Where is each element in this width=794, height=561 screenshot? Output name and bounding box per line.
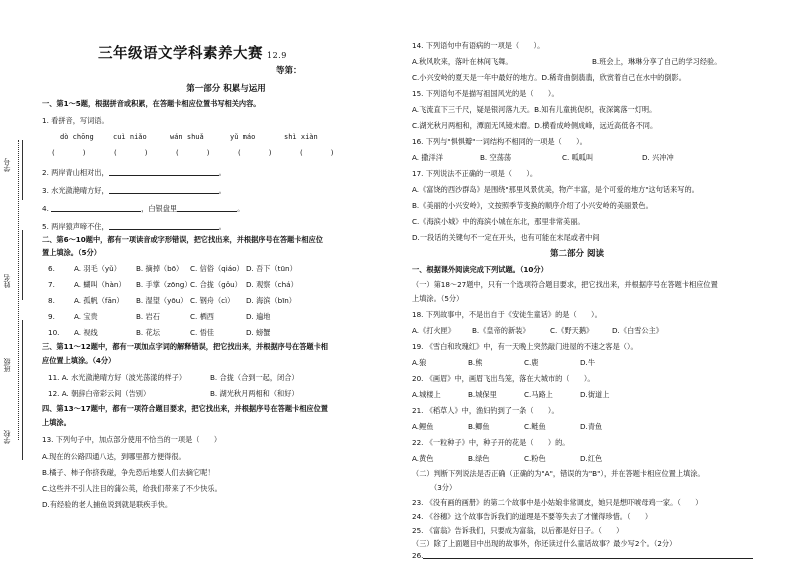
- q18-option-d: D.《白雪公主》: [612, 326, 663, 335]
- margin-field-class: 班级: [3, 358, 11, 372]
- margin-field-school: 学校: [3, 430, 11, 444]
- q11-option-a: 11. A. 水光潋滟晴方好（波光荡漾的样子）: [48, 373, 187, 382]
- answer-option: D. 遍地: [246, 312, 271, 321]
- q4-line: 4. ，白银盘里 。: [42, 203, 245, 213]
- q19-option-c: C.鹿: [524, 358, 539, 367]
- q14-option-b: B.班会上，琳琳分享了自己的学习经验。: [592, 57, 722, 66]
- q15-options-cd: C.湖光秋月两相和，潭面无风镜未磨。D.横看成岭侧成峰，远近高低各不同。: [412, 121, 658, 130]
- pinyin-4: yǔ máo: [230, 133, 256, 141]
- binding-margin: [0, 30, 36, 550]
- q18-option-b: B.《皇帝的新装》: [472, 326, 530, 335]
- answer-option: C. 悟佳: [190, 328, 214, 337]
- q3-blank[interactable]: [109, 186, 219, 194]
- margin-field-name: 姓名: [3, 274, 11, 288]
- q2-blank[interactable]: [109, 168, 219, 176]
- part2-section1-instruction-a: （一）第18～27题中，只有一个选项符合题目要求，把它找出来，并根据序号在答题卡相应位置: [412, 280, 718, 289]
- q19-prompt: 19. 《雪白和玫瑰红》中，有一天晚上突然敲门进屋的不速之客是（）。: [412, 342, 638, 351]
- answer-option: C. 钢舟（cì）: [190, 296, 235, 305]
- section4-instruction-a: 四、第13～17题中，都有一项符合题目要求，把它找出来，并根据序号在答题卡相应位置: [42, 404, 328, 413]
- q18-options: [412, 327, 663, 334]
- q4-text-b: ，白银盘里: [141, 203, 178, 213]
- answer-option: C. 合拢（gǒu）: [190, 280, 242, 289]
- question-number: 8.: [48, 296, 55, 305]
- q17-option-b: B.《美丽的小兴安岭》，文按照季节变换的顺序介绍了小兴安岭的美丽景色。: [412, 201, 653, 210]
- pinyin-2: cuì niǎo: [113, 133, 147, 141]
- q21-option-a: A.鲤鱼: [412, 422, 434, 431]
- q16-option-d: D. 兴冲冲: [642, 153, 674, 162]
- pinyin-brackets: ( ) ( ) ( ) ( ) ( ): [52, 149, 334, 157]
- pinyin-5: shì xiàn: [284, 133, 318, 141]
- answer-option: B. 岩石: [136, 312, 160, 321]
- q5-line: 5. 两岸猿声啼不住， 。: [42, 221, 226, 231]
- q26-line: [412, 552, 753, 559]
- section3-instruction-b: 应位置上填涂。（4分）: [42, 356, 116, 365]
- question-number: 9.: [48, 312, 55, 321]
- q16-option-a: A. 撒洋洋: [412, 153, 443, 162]
- q17-option-a: A.《富饶的西沙群岛》是围绕"那里风景优美，物产丰富，是个可爱的地方"这句话来写的。: [412, 185, 699, 194]
- q26-answer-blank[interactable]: [423, 553, 753, 559]
- q13-option-a: A.现在的公路四通八达，到哪里都方便得很。: [42, 452, 186, 461]
- q22-option-a: A.黄色: [412, 454, 434, 463]
- margin-line: [22, 230, 23, 300]
- part2-section1: 一、根据课外阅读完成下列试题。（10分）: [412, 265, 548, 274]
- q20-option-a: A.城楼上: [412, 390, 441, 399]
- margin-line: [22, 390, 23, 460]
- q20-prompt: 20. 《画眉》中，画眉飞出鸟笼，落在大城市的（ ）。: [412, 374, 595, 383]
- q22-option-c: C.粉色: [524, 454, 546, 463]
- q17-prompt: 17. 下列说法不正确的一项是（ ）。: [412, 169, 538, 178]
- q5-blank[interactable]: [109, 222, 219, 230]
- q21-option-c: C.鲢鱼: [524, 422, 546, 431]
- q18-option-c: C.《野天鹅》: [550, 326, 594, 335]
- q15-options-ab: A.飞流直下三千尺，疑是银河落九天。B.知有儿童挑促织，夜深篱落一灯明。: [412, 105, 657, 114]
- q19-options: [412, 359, 595, 366]
- pinyin-3: wán shuǎ: [170, 133, 204, 141]
- answer-option: C. 栖西: [190, 312, 214, 321]
- q20-option-d: D.街道上: [580, 390, 610, 399]
- part2-section2-instruction-a: （二）判断下列说法是否正确（正确的为"A"，错误的为"B"），并在答题卡相应位置上填涂。: [412, 469, 705, 478]
- q1-prompt: 1. 看拼音，写词语。: [42, 116, 109, 125]
- answer-option: A. 孤帆（fān）: [74, 296, 124, 305]
- answer-option: B. 花坛: [136, 328, 160, 337]
- q17-option-d: D.一段话的关键句不一定在开头，也有可能在末尾或者中间: [412, 233, 600, 242]
- q20-option-c: C.马路上: [524, 390, 553, 399]
- q16-option-b: B. 空荡荡: [480, 153, 512, 162]
- answer-option: D. 观察（chá）: [246, 280, 298, 289]
- section4-instruction-b: 上填涂。: [42, 418, 71, 427]
- q18-prompt: 18. 下列故事中，不是出自于《安徒生童话》的是（ ）。: [412, 310, 602, 319]
- q21-option-b: B.鲫鱼: [468, 422, 490, 431]
- q21-prompt: 21. 《稻草人》中，渔妇钓到了一条（ ）。: [412, 406, 559, 415]
- q4-blank-1[interactable]: [51, 204, 141, 212]
- q14-option-a: A.秋风吹来，落叶在林间飞舞。: [412, 57, 513, 66]
- q4-blank-2[interactable]: [177, 204, 237, 212]
- part1-heading: 第一部分 积累与运用: [186, 84, 266, 94]
- margin-line: [22, 320, 23, 390]
- section3-instruction-a: 三、第11～12题中，都有一项加点字词的解释错误，把它找出来，并根据序号在答题卡相: [42, 342, 328, 351]
- answer-option: A. 视线: [74, 328, 98, 337]
- answer-option: D. 吾下（tūn）: [246, 264, 297, 273]
- part2-section3: （三）除了上面题目中出现的故事外，你还读过什么童话故事？最少写2个。（2分）: [412, 539, 677, 548]
- margin-line: [22, 140, 23, 200]
- q22-prompt: 22. 《一粒种子》中，种子开的花是（ ）的。: [412, 438, 570, 447]
- q22-options: [412, 455, 602, 462]
- q23-text: 23. 《没有画的画册》的第二个故事中是小姑娘非常调皮，她只是想吓唬母鸡一家。（ ）: [412, 498, 703, 507]
- q13-option-c: C.这些并不引人注目的蒲公英，给我们带来了不少快乐。: [42, 484, 222, 493]
- margin-field-student-id: 学号: [3, 158, 11, 172]
- q2-line: 2. 两岸青山相对出， 。: [42, 167, 226, 177]
- question-number: 10.: [48, 328, 60, 337]
- q21-options: [412, 423, 602, 430]
- question-number: 6.: [48, 264, 55, 273]
- section2-instruction-a: 二、第6～10题中，都有一项读音或字形错误，把它找出来，并根据序号在答题卡相应位: [42, 235, 323, 244]
- part2-section2-instruction-b: （3分）: [430, 483, 457, 492]
- q16-option-c: C. 呱呱叫: [562, 153, 594, 162]
- q26-label: 26.: [412, 551, 424, 560]
- q12-option-b: B. 湖光秋月两相和（和好）: [210, 389, 299, 398]
- q21-option-d: D.青鱼: [580, 422, 603, 431]
- q12-option-a: 12. A. 朝辞白帝彩云间（告别）: [48, 389, 151, 398]
- q24-text: 24. 《谷穗》这个故事告诉我们的道理是不要等失去了才懂得珍惜。（ ）: [412, 512, 653, 521]
- q2-text: 2. 两岸青山相对出，: [42, 167, 109, 177]
- q13-option-b: B.橘子、柿子你挤我碰，争先恐后地要人们去摘它呢！: [42, 468, 215, 477]
- answer-option: C. 信俗（qiáo）: [190, 264, 244, 273]
- answer-option: B. 手掌（zōng）: [136, 280, 192, 289]
- fold-line: [18, 140, 19, 440]
- pinyin-1: dò chōng: [60, 133, 94, 141]
- q19-option-d: D.牛: [580, 358, 596, 367]
- q13-prompt: 13. 下列句子中，加点部分使用不恰当的一项是（ ）: [42, 435, 222, 444]
- q14-prompt: 14. 下列语句中有语病的一项是（ ）。: [412, 41, 545, 50]
- q19-option-a: A.狼: [412, 358, 427, 367]
- answer-option: B. 摘掉（bō）: [136, 264, 184, 273]
- q4-text-a: 4.: [42, 203, 52, 213]
- q18-option-a: A.《打火匣》: [412, 326, 456, 335]
- q3-text: 3. 水光潋滟晴方好，: [42, 185, 109, 195]
- section2-instruction-b: 置上填涂。（5分）: [42, 248, 101, 257]
- part2-heading: 第二部分 阅读: [550, 249, 604, 259]
- question-number: 7.: [48, 280, 55, 289]
- answer-option: A. 宝贵: [74, 312, 98, 321]
- q17-option-c: C.《海滨小城》中的海滨小城在东北，那里非常美丽。: [412, 217, 585, 226]
- q11-option-b: B. 合拢（合到一起，闭合）: [210, 373, 299, 382]
- exam-date: 12.9: [267, 51, 287, 60]
- answer-option: D. 海滨（bīn）: [246, 296, 296, 305]
- q15-prompt: 15. 下列语句不是描写祖国风光的是（ ）。: [412, 89, 559, 98]
- answer-option: D. 螃蟹: [246, 328, 271, 337]
- grade-label: 等第：: [276, 66, 302, 76]
- q16-prompt: 16. 下列与"惧惧瓣"一词结构不相同的一项是（ ）。: [412, 137, 587, 146]
- q16-options: [412, 154, 674, 161]
- q22-option-d: D.红色: [580, 454, 603, 463]
- q19-option-b: B.熊: [468, 358, 483, 367]
- q14-options-ab: [412, 58, 721, 65]
- answer-option: B. 湿望（yōu）: [136, 296, 188, 305]
- q25-text: 25. 《富翁》告诉我们，只要成为富翁，以后都是好日子。（ ）: [412, 526, 624, 535]
- q3-line: 3. 水光潋滟晴方好， 。: [42, 185, 226, 195]
- q13-option-d: D.有经验的老人捕鱼说到就是联疾手快。: [42, 500, 173, 509]
- q20-option-b: B.城保里: [468, 390, 497, 399]
- answer-option: A. 羽毛（yǔ）: [74, 264, 121, 273]
- q20-options: [412, 391, 609, 398]
- exam-title: [98, 42, 287, 63]
- title-text: 三年级语文学科素养大赛: [98, 45, 263, 62]
- q22-option-b: B.绿色: [468, 454, 490, 463]
- section1-instruction: 一、第1～5题，根据拼音或积累，在答题卡相应位置书写相关内容。: [42, 99, 261, 108]
- answer-option: A. 蝴叫（hàn）: [74, 280, 126, 289]
- part2-section1-instruction-b: 上填涂。（5分）: [412, 294, 464, 303]
- q5-text: 5. 两岸猿声啼不住，: [42, 221, 109, 231]
- q14-options-cd: C.小兴安岭的夏天是一年中最好的地方。D.稀奇曲倒翡翡，欣赏着自己在水中的倒影。: [412, 73, 686, 82]
